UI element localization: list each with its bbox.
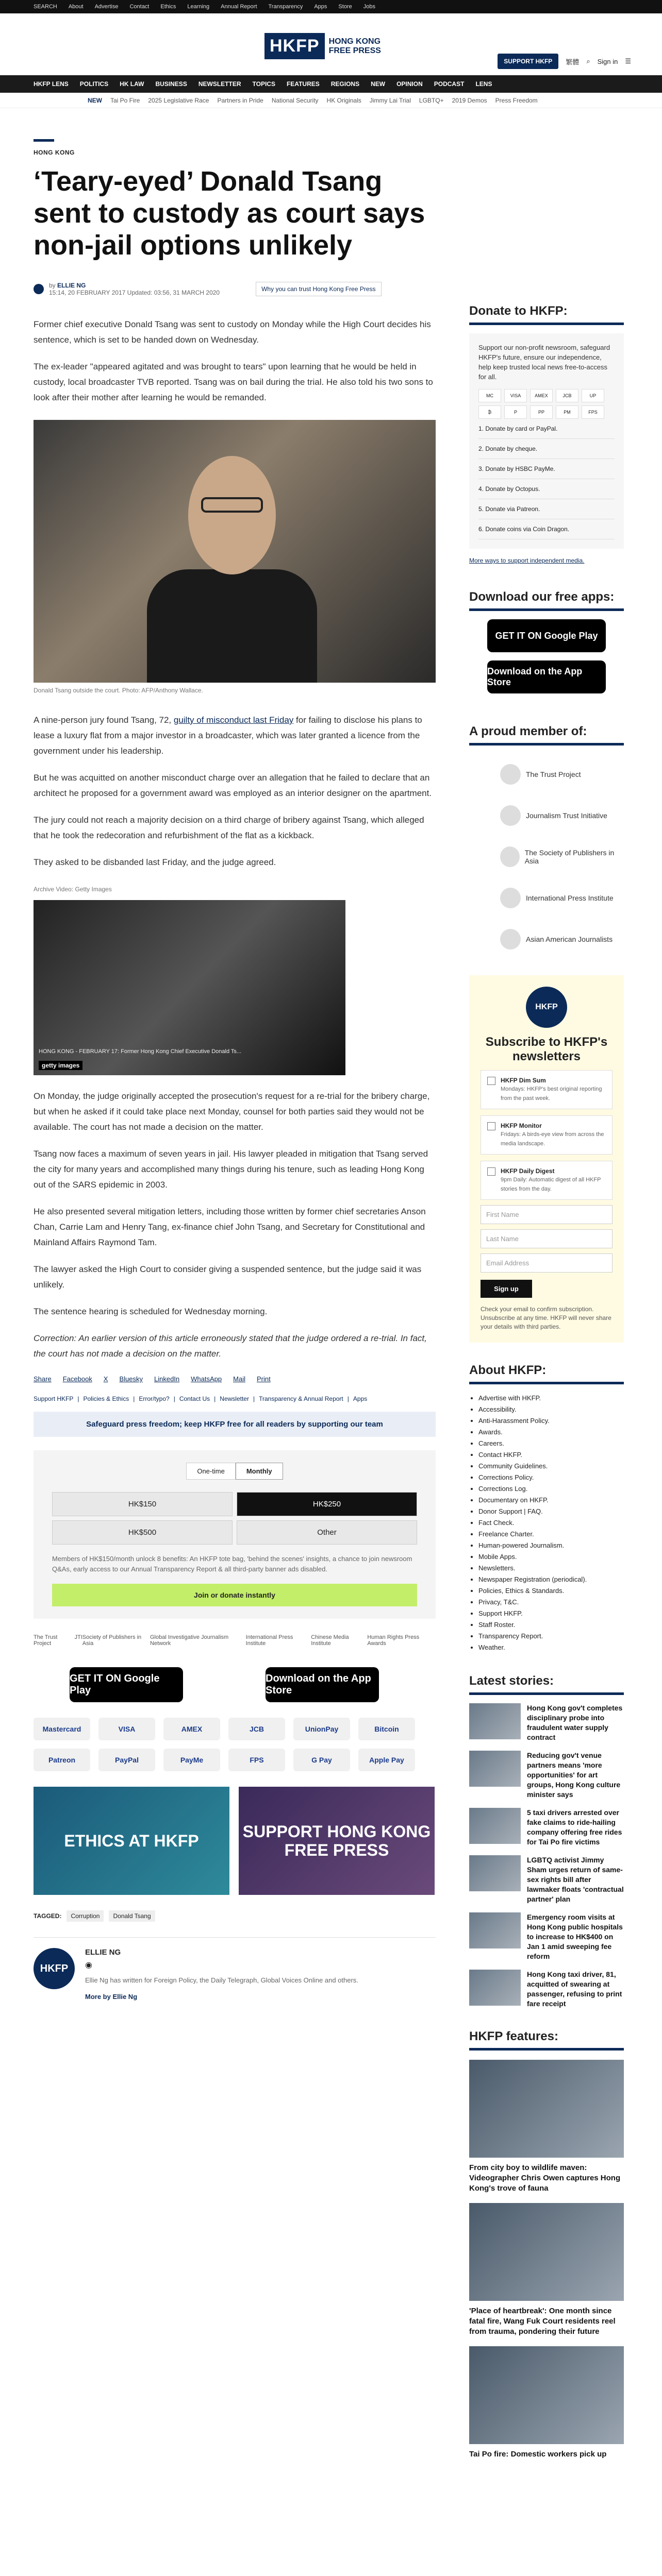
member-mark [500, 888, 521, 908]
about-link[interactable]: • Newspaper Registration (periodical). [478, 1574, 624, 1585]
payment-methods [34, 1718, 436, 1771]
trending-item[interactable]: Press Freedom [495, 96, 538, 104]
app-download-buttons [70, 1667, 436, 1702]
x-share[interactable]: X [103, 1375, 108, 1383]
about-link[interactable]: • Staff Roster. [478, 1619, 624, 1631]
story-thumbnail [469, 1808, 521, 1844]
category-rule [34, 139, 54, 142]
article-paragraph: Tsang now faces a maximum of seven years in jail. His lawyer pleaded in mitigation that Tsang served the city for many years and accomplished many things during his tenure, such as leading Hong Kong out of the SARS epidemic in 2003. [34, 1149, 428, 1190]
footer-link[interactable]: Transparency & Annual Report [259, 1395, 343, 1402]
donate-text: Support our non-profit newsroom, safeguard HKFP's future, ensure our independence, help keep trusted local news free-to-access for all. [478, 344, 610, 381]
nav-item[interactable]: PODCAST [434, 80, 465, 88]
checkbox[interactable] [487, 1167, 495, 1176]
member-mark [500, 929, 521, 950]
member-name: The Trust Project [526, 770, 581, 778]
feature-title: 'Place of heartbreak': One month since fatal fire, Wang Fuk Court residents reel from trauma, pondering their future [469, 2307, 616, 2336]
payme-icon: PayMe [163, 1749, 220, 1771]
paypal-icon: PP [530, 405, 553, 419]
about-link[interactable]: • Weather. [478, 1642, 624, 1653]
article-title: ‘Teary-eyed’ Donald Tsang sent to custody as court says non-jail options unlikely [34, 166, 425, 261]
nav-item[interactable]: HKFP LENS [34, 80, 69, 88]
payme-icon: PM [556, 405, 578, 419]
topbar-link[interactable]: About [68, 4, 84, 10]
nav-item[interactable]: POLITICS [79, 80, 109, 88]
inline-link[interactable]: guilty of misconduct last Friday [173, 715, 294, 725]
story-title: Emergency room visits at Hong Kong public hospitals to increase to HK$400 on Jan 1 amid sweeping fee reform [527, 1913, 623, 1960]
author-bio: Ellie Ng has written for Foreign Policy, the Daily Telegraph, Global Voices Online and others. [85, 1976, 358, 1984]
article-main [34, 139, 436, 2001]
photo-subject-body [147, 569, 317, 683]
jcb-icon: JCB [228, 1718, 285, 1740]
donation-widget [34, 1450, 436, 1619]
app-store-button[interactable]: Download on the App Store [487, 660, 606, 693]
about-link[interactable]: • Contact HKFP. [478, 1449, 624, 1461]
trending-item[interactable]: Jimmy Lai Trial [369, 96, 411, 104]
story-thumbnail [469, 1970, 521, 2006]
partner-logo[interactable]: International Press Institute [245, 1634, 293, 1647]
frequency-tabs [52, 1463, 417, 1480]
article-photo [34, 420, 436, 683]
story-title: Reducing gov't venue partners means 'more opportunities' for art groups, Hong Kong culture minister says [527, 1751, 621, 1799]
sidebar [469, 304, 624, 2460]
photo-caption: Donald Tsang outside the court. Photo: AFP/Anthony Wallace. [34, 687, 203, 694]
nav-item[interactable]: NEW [371, 80, 386, 88]
partner-logo[interactable]: The Trust Project [34, 1634, 58, 1647]
mastercard-icon: MC [478, 389, 501, 402]
member-mark [500, 764, 521, 785]
topbar-link[interactable]: Learning [187, 4, 210, 10]
donate-heading: Donate to HKFP: [469, 304, 624, 325]
partner-logos [34, 1634, 436, 1647]
author-avatar-large[interactable]: HKFP [34, 1948, 75, 1989]
member-name: International Press Institute [526, 894, 614, 902]
latest-story[interactable] [469, 1855, 624, 1904]
app-store-button[interactable]: Download on the App Store [266, 1667, 379, 1702]
newsletter-desc: 9pm Daily: Automatic digest of all HKFP stories from the day. [501, 1177, 601, 1192]
newsletter-name: HKFP Daily Digest [501, 1167, 555, 1175]
latest-story[interactable] [469, 1970, 624, 2009]
more-ways-link[interactable]: More ways to support independent media. [469, 557, 585, 564]
about-link[interactable]: • Donor Support | FAQ. [478, 1506, 624, 1517]
latest-heading: Latest stories: [469, 1674, 624, 1695]
share-bar [34, 1375, 436, 1383]
about-link[interactable]: • Newsletters. [478, 1563, 624, 1574]
story-thumbnail [469, 1912, 521, 1948]
tag-chip[interactable]: Corruption [67, 1910, 104, 1922]
nav-item[interactable]: OPINION [396, 80, 423, 88]
video-caption: HONG KONG - FEBRUARY 17: Former Hong Kong Chief Executive Donald Ts... [39, 1048, 242, 1055]
nav-item[interactable]: REGIONS [330, 80, 360, 88]
amount-option-other[interactable]: Other [237, 1520, 417, 1545]
amex-icon: AMEX [163, 1718, 220, 1740]
fps-icon: FPS [228, 1749, 285, 1771]
feature-title: Tai Po fire: Domestic workers pick up [469, 2450, 607, 2459]
newsletter-option[interactable] [481, 1070, 613, 1109]
newsletter-option[interactable] [481, 1115, 613, 1155]
article-footer-links: Support HKFP | Policies & Ethics | Error/typo? | Contact Us | Newsletter | Transparency & Annual Report | Apps [34, 1395, 368, 1402]
author-link[interactable]: ELLIE NG [57, 282, 86, 289]
membership-note: Members of HK$150/month unlock 8 benefits: An HKFP tote bag, 'behind the scenes' insights, a chance to join newsroom Q&As, early access to our Annual Transparency Report & all third-party banner ads disabled. [52, 1555, 412, 1573]
member-mark [500, 805, 521, 826]
checkbox[interactable] [487, 1122, 495, 1130]
feature-story[interactable] [469, 2203, 624, 2337]
donate-option[interactable]: 6. Donate coins via Coin Dragon. [478, 519, 615, 539]
sidebar-payment-icons [478, 389, 615, 419]
member-heading: A proud member of: [469, 724, 624, 745]
about-link[interactable]: • Fact Check. [478, 1517, 624, 1529]
about-link[interactable]: • Human-powered Journalism. [478, 1540, 624, 1551]
whatsapp-share[interactable]: WhatsApp [191, 1375, 222, 1383]
facebook-share[interactable]: Facebook [62, 1375, 92, 1383]
article-paragraph: On Monday, the judge originally accepted the prosecution's request for a re-trial for the bribery charge, but when he asked if it could take place next Monday, counsel for both parties said they would not be available. The court has not made a decision on the matter. [34, 1091, 430, 1132]
partner-logo[interactable]: Human Rights Press Awards [367, 1634, 420, 1647]
member-name: Asian American Journalists [526, 935, 613, 943]
nav-item[interactable]: FEATURES [286, 80, 320, 88]
language-toggle[interactable]: 繁體 [566, 58, 580, 66]
topbar-link[interactable]: Ethics [160, 4, 176, 10]
promo-banners [34, 1787, 436, 1895]
author-avatar [34, 284, 44, 294]
footer-link[interactable]: Error/typo? [139, 1395, 170, 1402]
paypal-icon: PayPal [98, 1749, 155, 1771]
paragraph-text: A nine-person jury found Tsang, 72, [34, 715, 174, 725]
top-utility-bar [0, 0, 662, 13]
author-box [34, 1937, 436, 2001]
author-social-icon[interactable]: ◉ [85, 1961, 92, 1970]
byline [34, 282, 436, 296]
feature-image [469, 2346, 624, 2444]
topbar-link[interactable]: Annual Report [221, 4, 257, 10]
signin-link[interactable]: Sign in [597, 57, 618, 65]
amount-option-selected[interactable]: HK$250 [237, 1492, 417, 1516]
story-thumbnail [469, 1703, 521, 1739]
logo-line-2: FREE PRESS [328, 46, 381, 55]
features-heading: HKFP features: [469, 2029, 624, 2050]
latest-story[interactable] [469, 1703, 624, 1742]
partner-logo[interactable]: Society of Publishers in Asia [82, 1634, 142, 1647]
site-logo[interactable] [264, 33, 381, 59]
latest-story[interactable] [469, 1808, 624, 1847]
about-link[interactable]: • Privacy, T&C. [478, 1597, 624, 1608]
about-link[interactable]: • Accessibility. [478, 1404, 624, 1415]
about-link[interactable]: • Mobile Apps. [478, 1551, 624, 1563]
newsletter-signup [469, 975, 624, 1343]
donate-option[interactable]: 1. Donate by card or PayPal. [478, 419, 615, 439]
partner-logo[interactable]: Chinese Media Institute [311, 1634, 349, 1647]
donate-option[interactable]: 5. Donate via Patreon. [478, 499, 615, 519]
trending-item[interactable]: 2025 Legislative Race [148, 96, 209, 104]
newsletter-name: HKFP Dim Sum [501, 1077, 546, 1084]
donate-option[interactable]: 3. Donate by HSBC PayMe. [478, 459, 615, 479]
apps-heading: Download our free apps: [469, 590, 624, 611]
header-actions [498, 54, 631, 69]
about-link[interactable]: • Support HKFP. [478, 1608, 624, 1619]
amex-icon: AMEX [530, 389, 553, 402]
about-link[interactable]: • Freelance Charter. [478, 1529, 624, 1540]
ethics-promo[interactable]: ETHICS AT HKFP [34, 1787, 229, 1895]
tag-list [34, 1910, 436, 1922]
feature-image [469, 2203, 624, 2301]
about-link[interactable]: • Transparency Report. [478, 1631, 624, 1642]
about-link[interactable]: • Corrections Policy. [478, 1472, 624, 1483]
mastercard-icon: Mastercard [34, 1718, 90, 1740]
footer-link[interactable]: Newsletter [220, 1395, 249, 1402]
bitcoin-icon: Bitcoin [358, 1718, 415, 1740]
about-link[interactable]: • Documentary on HKFP. [478, 1495, 624, 1506]
article-date: 15:14, 20 FEBRUARY 2017 Updated: 03:56, 31 MARCH 2020 [49, 289, 220, 296]
topbar-link[interactable]: Jobs [363, 4, 375, 10]
visa-icon: VISA [504, 389, 527, 402]
tag-chip[interactable]: Donald Tsang [109, 1910, 155, 1922]
trending-bar [0, 93, 662, 108]
about-heading: About HKFP: [469, 1363, 624, 1384]
about-link[interactable]: • Advertise with HKFP. [478, 1393, 624, 1404]
member-name: Journalism Trust Initiative [526, 811, 607, 820]
about-link[interactable]: • Careers. [478, 1438, 624, 1449]
member-logo[interactable] [469, 795, 624, 836]
linkedin-share[interactable]: LinkedIn [154, 1375, 180, 1383]
footer-link[interactable]: Contact Us [179, 1395, 210, 1402]
gpay-icon: G Pay [293, 1749, 350, 1771]
topbar-link[interactable]: SEARCH [34, 4, 57, 10]
newsletter-desc: Fridays: A birds-eye view from across the media landscape. [501, 1131, 604, 1147]
author-name[interactable]: ELLIE NG [85, 1948, 121, 1957]
logo-mark: HKFP [264, 33, 325, 59]
topbar-link[interactable]: Contact [129, 4, 150, 10]
menu-icon[interactable]: ☰ [625, 57, 631, 65]
share-link[interactable]: Share [34, 1375, 52, 1383]
member-mark [500, 846, 520, 867]
jcb-icon: JCB [556, 389, 578, 402]
amount-option[interactable]: HK$150 [52, 1492, 233, 1516]
google-play-button[interactable]: GET IT ON Google Play [487, 619, 606, 652]
newsletter-heading: Subscribe to HKFP's newsletters [485, 1035, 608, 1063]
article-paragraph: The sentence hearing is scheduled for Wednesday morning. [34, 1307, 268, 1316]
story-thumbnail [469, 1855, 521, 1891]
story-thumbnail [469, 1751, 521, 1787]
embedded-video[interactable] [34, 900, 345, 1075]
correction-note: Correction: An earlier version of this article erroneously stated that the judge ordered a re-trial. In fact, the court has not made a decision on the matter. [34, 1333, 427, 1359]
feature-image [469, 2060, 624, 2158]
print-link[interactable]: Print [256, 1375, 271, 1383]
getty-logo: getty images [39, 1061, 82, 1070]
bitcoin-icon: ₿ [478, 405, 501, 419]
signup-button[interactable]: Sign up [481, 1280, 532, 1298]
byline-prefix: by [49, 282, 56, 289]
amount-options [52, 1492, 417, 1545]
story-title: Hong Kong gov't completes disciplinary probe into fraudulent water supply contract [527, 1704, 623, 1741]
newsletter-desc: Mondays: HKFP's best original reporting from the past week. [501, 1086, 602, 1101]
applepay-icon: Apple Pay [358, 1749, 415, 1771]
first-name-input[interactable]: First Name [481, 1205, 613, 1224]
unionpay-icon: UnionPay [293, 1718, 350, 1740]
story-title: Hong Kong taxi driver, 81, acquitted of swearing at passenger, refusing to print fare receipt [527, 1970, 622, 2008]
trending-item[interactable]: LGBTQ+ [419, 96, 444, 104]
tab-one-time[interactable]: One-time [186, 1463, 235, 1480]
latest-story[interactable] [469, 1751, 624, 1800]
trending-item[interactable]: 2019 Demos [452, 96, 487, 104]
photo-subject-glasses [201, 497, 263, 513]
about-link[interactable]: • Policies, Ethics & Standards. [478, 1585, 624, 1597]
topbar-link[interactable]: Store [338, 4, 352, 10]
latest-story[interactable] [469, 1912, 624, 1961]
mail-share[interactable]: Mail [233, 1375, 245, 1383]
article-paragraph: But he was acquitted on another misconduct charge over an allegation that he failed to declare that an architect he proposed for a government award was employed as an interior designer on the apartment. [34, 773, 432, 798]
bluesky-share[interactable]: Bluesky [119, 1375, 143, 1383]
join-button[interactable]: Join or donate instantly [52, 1584, 417, 1606]
partner-logo[interactable]: Global Investigative Journalism Network [150, 1634, 229, 1647]
trending-item[interactable]: Partners in Pride [217, 96, 263, 104]
newsletter-option[interactable] [481, 1161, 613, 1200]
support-promo[interactable]: SUPPORT HONG KONG FREE PRESS [239, 1787, 435, 1895]
donate-option[interactable]: 4. Donate by Octopus. [478, 479, 615, 499]
article-paragraph: He also presented several mitigation letters, including those written by former chief secretaries Anson Chan, Carrie Lam and Henry Tang, ex-finance chief John Tsang, and Secretary for Constitutional and Mainland Affairs Raymond Tam. [34, 1207, 426, 1247]
article-paragraph: Former chief executive Donald Tsang was sent to custody on Monday while the High Court decides his sentence, which is set to be handed down on Wednesday. [34, 319, 431, 345]
checkbox[interactable] [487, 1077, 495, 1085]
donate-banner[interactable]: Safeguard press freedom; keep HKFP free for all readers by supporting our team [34, 1412, 436, 1437]
nav-item[interactable]: TOPICS [252, 80, 275, 88]
visa-icon: VISA [98, 1718, 155, 1740]
last-name-input[interactable]: Last Name [481, 1229, 613, 1248]
trending-item[interactable]: HK Originals [326, 96, 361, 104]
feature-story[interactable] [469, 2060, 624, 2194]
story-title: 5 taxi drivers arrested over fake claims to ride-hailing company offering free rides for Tai Po fire victims [527, 1808, 622, 1846]
tags-label: TAGGED: [34, 1912, 62, 1920]
site-header [0, 13, 662, 75]
member-logo[interactable] [469, 877, 624, 919]
unionpay-icon: UP [582, 389, 604, 402]
donate-panel [469, 333, 624, 549]
video-label: Archive Video: Getty Images [34, 886, 112, 893]
partner-logo[interactable]: JTI [74, 1634, 82, 1640]
member-name: The Society of Publishers in Asia [524, 849, 615, 865]
article-paragraph: They asked to be disbanded last Friday, and the judge agreed. [34, 857, 276, 867]
trending-item[interactable]: National Security [271, 96, 319, 104]
search-icon[interactable]: ⌕ [586, 57, 590, 65]
about-list [469, 1393, 624, 1653]
about-link[interactable]: • Corrections Log. [478, 1483, 624, 1495]
article-paragraph [34, 713, 436, 759]
nav-item[interactable]: NEWSLETTER [198, 80, 241, 88]
tab-monthly[interactable]: Monthly [236, 1463, 283, 1480]
article-paragraph: The jury could not reach a majority decision on a third charge of bribery against Tsang, which alleged that he took the redecoration and refurbishment of the flat as a kickback. [34, 815, 424, 840]
nav-item[interactable]: HK LAW [120, 80, 144, 88]
nav-item[interactable]: BUSINESS [155, 80, 187, 88]
amount-option[interactable]: HK$500 [52, 1520, 233, 1545]
article-paragraph: The ex-leader "appeared agitated and was brought to tears" upon learning that he would be held in custody, local broadcaster TVB reported. Tsang was on bail during the trial. He also told his two sons to look after their mother after learning he would be remanded. [34, 362, 433, 402]
trending-item[interactable]: Tai Po Fire [110, 96, 140, 104]
member-logo[interactable] [469, 836, 624, 877]
article-paragraph: The lawyer asked the High Court to consider giving a suspended sentence, but the judge said it was unlikely. [34, 1264, 422, 1290]
fps-icon: FPS [582, 405, 604, 419]
feature-story[interactable] [469, 2346, 624, 2460]
patreon-icon: Patreon [34, 1749, 90, 1771]
footer-link[interactable]: Policies & Ethics [83, 1395, 129, 1402]
member-logo[interactable] [469, 919, 624, 960]
more-by-author-link[interactable]: More by Ellie Ng [85, 1993, 138, 2001]
trending-label: NEW [88, 96, 102, 104]
feature-title: From city boy to wildlife maven: Videographer Chris Owen captures Hong Kong's trove of fauna [469, 2163, 621, 2193]
topbar-link[interactable]: Advertise [94, 4, 119, 10]
article-category[interactable]: HONG KONG [34, 149, 75, 156]
paragraph-text: for failing to disclose his plans to lease a luxury flat from a major investor in a broadcaster, which was later granted a licence from the government under his leadership. [34, 715, 422, 756]
logo-wordmark [329, 37, 381, 56]
about-link[interactable]: • Anti-Harassment Policy. [478, 1415, 624, 1427]
trust-link[interactable]: Why you can trust Hong Kong Free Press [256, 282, 381, 296]
story-title: LGBTQ activist Jimmy Sham urges return of same-sex rights bill after lawmaker floats 'contractual partner' plan [527, 1856, 624, 1903]
newsletter-note: Check your email to confirm subscription. Unsubscribe at any time. HKFP will never share your details with third parties. [481, 1306, 611, 1330]
main-nav [0, 75, 662, 93]
about-link[interactable]: • Community Guidelines. [478, 1461, 624, 1472]
footer-link[interactable]: Apps [353, 1395, 368, 1402]
about-link[interactable]: • Awards. [478, 1427, 624, 1438]
topbar-link[interactable]: Transparency [268, 4, 303, 10]
topbar-link[interactable]: Apps [314, 4, 327, 10]
newsletter-name: HKFP Monitor [501, 1122, 542, 1129]
support-button[interactable]: SUPPORT HKFP [498, 54, 558, 69]
donate-option[interactable]: 2. Donate by cheque. [478, 439, 615, 459]
member-logo[interactable] [469, 754, 624, 795]
nav-item[interactable]: LENS [475, 80, 492, 88]
google-play-button[interactable]: GET IT ON Google Play [70, 1667, 183, 1702]
footer-link[interactable]: Support HKFP [34, 1395, 74, 1402]
email-input[interactable]: Email Address [481, 1253, 613, 1273]
patreon-icon: P [504, 405, 527, 419]
newsletter-logo: HKFP [526, 987, 567, 1028]
photo-subject-face [188, 456, 276, 574]
logo-line-1: HONG KONG [328, 37, 381, 46]
